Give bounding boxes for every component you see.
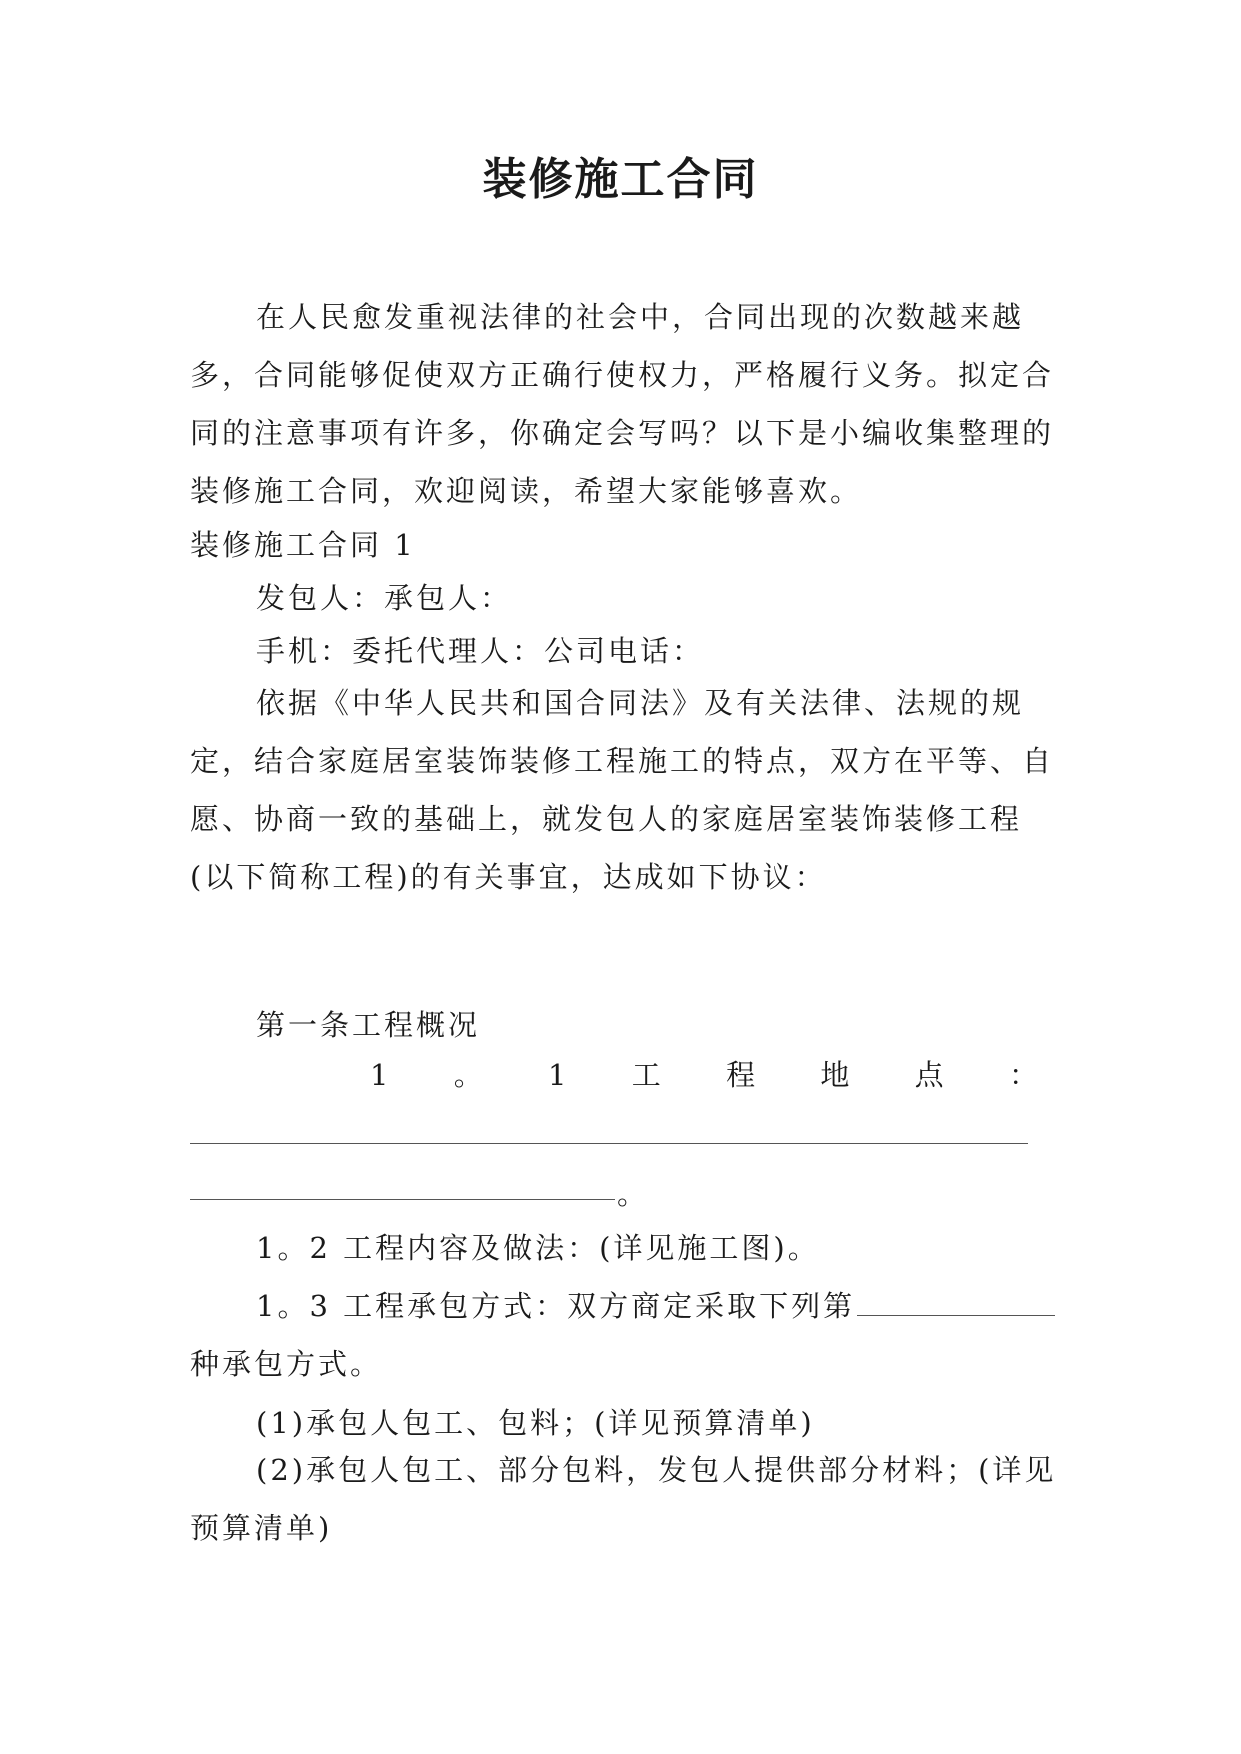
article-1-heading: 第一条工程概况 <box>256 1008 481 1042</box>
blank-fill-line <box>857 1293 1055 1316</box>
period-mark: 。 <box>617 1177 650 1211</box>
blank-fill-line <box>190 1199 615 1200</box>
spread-char: 地 <box>820 1058 850 1092</box>
blank-fill-line <box>190 1143 1028 1144</box>
spread-char: 。 <box>453 1058 483 1092</box>
basis-paragraph: 依据《中华人民共和国合同法》及有关法律、法规的规定，结合家庭居室装饰装修工程施工的特点，双方在平等、自愿、协商一致的基础上，就发包人的家庭居室装饰装修工程(以下简称工程)的有关事宜，达成如下协议： <box>190 686 1055 894</box>
contacts-line: 手机：委托代理人：公司电话： <box>256 634 705 668</box>
option-1: (1)承包人包工、包料；(详见预算清单) <box>256 1406 815 1440</box>
spread-char: 1 <box>370 1058 389 1092</box>
document-title: 装修施工合同 <box>482 154 759 205</box>
spread-char: ： <box>1008 1058 1038 1092</box>
item-1-1-location-label <box>370 1055 1038 1095</box>
spread-char: 程 <box>726 1058 756 1092</box>
parties-line: 发包人：承包人： <box>256 581 513 615</box>
spread-char: 1 <box>548 1058 567 1092</box>
spread-char: 工 <box>631 1058 661 1092</box>
item-1-2: 1。2 工程内容及做法：(详见施工图)。 <box>256 1231 820 1265</box>
section-heading: 装修施工合同 1 <box>190 528 416 562</box>
intro-paragraph: 在人民愈发重视法律的社会中，合同出现的次数越来越多，合同能够促使双方正确行使权力，严格履行义务。拟定合同的注意事项有许多，你确定会写吗？以下是小编收集整理的装修施工合同，欢迎阅读，希望大家能够喜欢。 <box>190 300 1055 508</box>
item-1-3-suffix: 种承包方式。 <box>190 1347 383 1381</box>
option-2: (2)承包人包工、部分包料，发包人提供部分材料；(详见预算清单) <box>190 1453 1057 1545</box>
item-1-3-prefix: 1。3 工程承包方式：双方商定采取下列第 <box>256 1289 856 1323</box>
spread-char: 点 <box>914 1058 944 1092</box>
item-1-3-line <box>256 1286 1055 1326</box>
